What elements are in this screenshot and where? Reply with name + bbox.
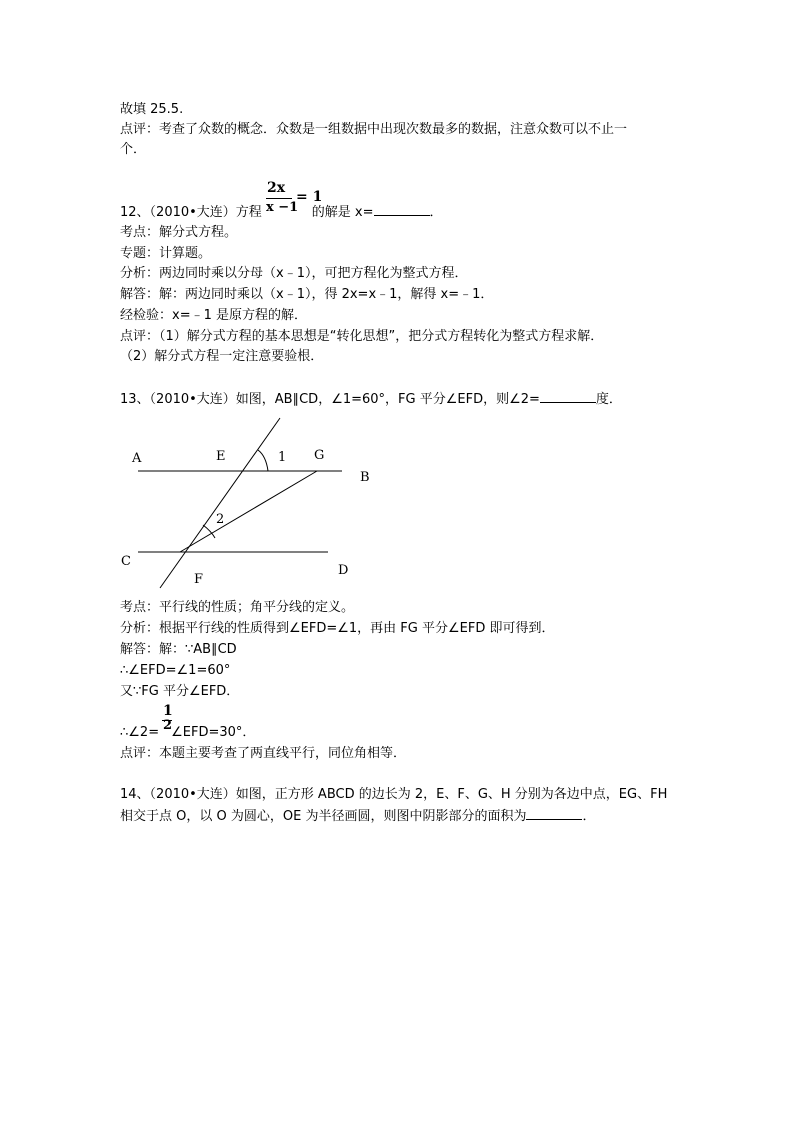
q13-figure (110, 410, 400, 600)
q12-jianyan: 经检验：x=﹣1 是原方程的解． (120, 308, 307, 323)
label-1: 1 (278, 450, 287, 465)
label-f: F (194, 572, 204, 587)
q14-answer-blank[interactable] (526, 807, 582, 820)
q12-stem-end: ． (429, 205, 443, 220)
label-b: B (360, 470, 370, 485)
q13-answer-blank[interactable] (540, 390, 596, 403)
q14-line2 (120, 807, 595, 826)
q13-half-denominator: 2 (163, 718, 173, 733)
q12-jieda: 解答：解：两边同时乘以（x﹣1），得 2x=x﹣1，解得 x=﹣1． (120, 287, 494, 302)
label-a: A (132, 451, 142, 466)
q12-eq-rhs: = 1 (296, 189, 323, 205)
line-fg (180, 471, 317, 552)
q12-stem-prefix: 12、（2010•大连）方程 (120, 205, 262, 220)
q13-dianping: 点评：本题主要考查了两直线平行，同位角相等． (120, 746, 407, 761)
label-g: G (314, 448, 325, 463)
angle-1-arc (258, 450, 268, 471)
q12-eq-numerator: 2x (267, 180, 286, 196)
q13-stem-end: 度． (595, 392, 622, 407)
q11-comment-line2: 个． (120, 142, 147, 157)
q13-jieda: 解答：解：∵AB∥CD (120, 642, 237, 657)
label-d: D (338, 563, 349, 578)
q13-half-numerator: 1 (163, 703, 173, 719)
label-c: C (121, 554, 131, 569)
q12-eq-denominator: x −1 (266, 200, 299, 215)
q13-step2: 又∵FG 平分∠EFD． (120, 684, 240, 699)
q12-dianping2: （2）解分式方程一定注意要验根． (120, 349, 324, 364)
q14-line1: 14、（2010•大连）如图，正方形 ABCD 的边长为 2，E、F、G、H 分别为各边中点，EG、FH (120, 787, 668, 802)
q12-dianping1: 点评：（1）解分式方程的基本思想是“转化思想”，把分式方程转化为整式方程求解． (120, 329, 604, 344)
label-2: 2 (216, 512, 225, 527)
label-e: E (216, 449, 226, 464)
q12-stem-suffix: 的解是 x= (311, 205, 374, 220)
q13-step3 (120, 724, 255, 742)
q13-stem (120, 390, 622, 409)
q11-comment-line1: 点评：考查了众数的概念．众数是一组数据中出现次数最多的数据，注意众数可以不止一 (120, 122, 628, 137)
q12-kaodian: 考点：解分式方程。 (120, 225, 238, 240)
q13-fenxi: 分析：根据平行线的性质得到∠EFD=∠1，再由 FG 平分∠EFD 即可得到． (120, 621, 555, 636)
q13-step1: ∴∠EFD=∠1=60° (120, 663, 231, 678)
q11-answer: 故填 25.5. (120, 102, 184, 117)
angle-2-arc (203, 525, 215, 538)
q14-line2-end: ． (582, 809, 596, 824)
q12-zhuanti: 专题：计算题。 (120, 246, 212, 261)
q12-answer-blank[interactable] (374, 203, 430, 216)
q12-stem (120, 203, 443, 222)
q13-step3-prefix: ∴∠2= (120, 725, 160, 740)
q13-stem-text: 13、（2010•大连）如图，AB∥CD，∠1=60°，FG 平分∠EFD，则∠2= (120, 392, 540, 407)
q14-line2-text: 相交于点 O，以 O 为圆心，OE 为半径画圆，则图中阴影部分的面积为 (120, 809, 527, 824)
q12-fraction-bar (266, 198, 292, 199)
q12-fenxi: 分析：两边同时乘以分母（x﹣1），可把方程化为整式方程． (120, 266, 468, 281)
q13-kaodian: 考点：平行线的性质；角平分线的定义。 (120, 600, 355, 615)
q13-step3-suffix: ∠EFD=30°． (171, 725, 256, 740)
